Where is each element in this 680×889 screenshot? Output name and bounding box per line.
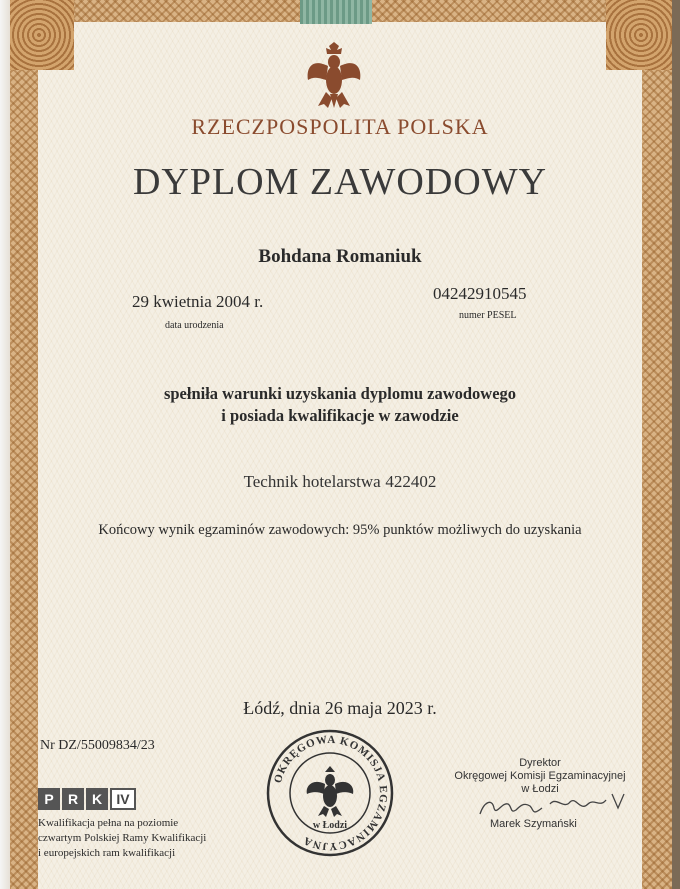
pesel-number: 04242910545 [433,284,527,303]
seal-ring-text: OKRĘGOWA KOMISJA EGZAMINACYJNA [272,733,390,853]
prk-line-2: czwartym Polskiej Ramy Kwalifikacji [38,832,207,844]
hologram-strip [300,0,372,24]
pesel-caption: numer PESEL [459,310,517,321]
exam-result: Końcowy wynik egzaminów zawodowych: 95% punktów możliwych do uzyskania [98,522,582,538]
eagle-emblem-icon [302,38,366,110]
director-title-2: Okręgowej Komisji Egzaminacyjnej [454,770,626,782]
birth-date-caption: data urodzenia [165,320,224,331]
country-name: RZECZPOSPOLITA POLSKA [191,114,489,139]
document-title: DYPLOM ZAWODOWY [132,161,548,203]
official-seal-icon [265,728,395,858]
diploma-number: Nr DZ/55009834/23 [40,738,155,753]
seal-city: w Łodzi [312,820,348,831]
director-name: Marek Szymański [490,818,577,830]
statement-line-1: spełniła warunki uzyskania dyplomu zawodowego [163,384,517,403]
prk-logo [38,788,138,810]
director-title-3: w Łodzi [521,783,559,795]
place-and-date: Łódź, dnia 26 maja 2023 r. [243,698,437,718]
corner-ornament-left [4,0,74,70]
prk-level: IV [110,788,136,810]
handwritten-signature [472,788,632,822]
statement-line-2: i posiada kwalifikacje w zawodzie [221,406,459,425]
prk-letter-p: P [38,788,60,810]
birth-date: 29 kwietnia 2004 r. [132,292,264,311]
prk-line-3: i europejskich ram kwalifikacji [38,847,176,859]
holder-name: Bohdana Romaniuk [258,246,422,267]
prk-letter-k: K [86,788,108,810]
prk-description [38,816,206,861]
profession-code: 422402 [385,472,437,491]
profession-name: Technik hotelarstwa [243,472,381,491]
prk-line-1: Kwalifikacja pełna na poziomie [38,817,179,829]
director-title-1: Dyrektor [519,757,561,769]
corner-ornament-right [606,0,676,70]
qualification [0,472,680,492]
prk-letter-r: R [62,788,84,810]
